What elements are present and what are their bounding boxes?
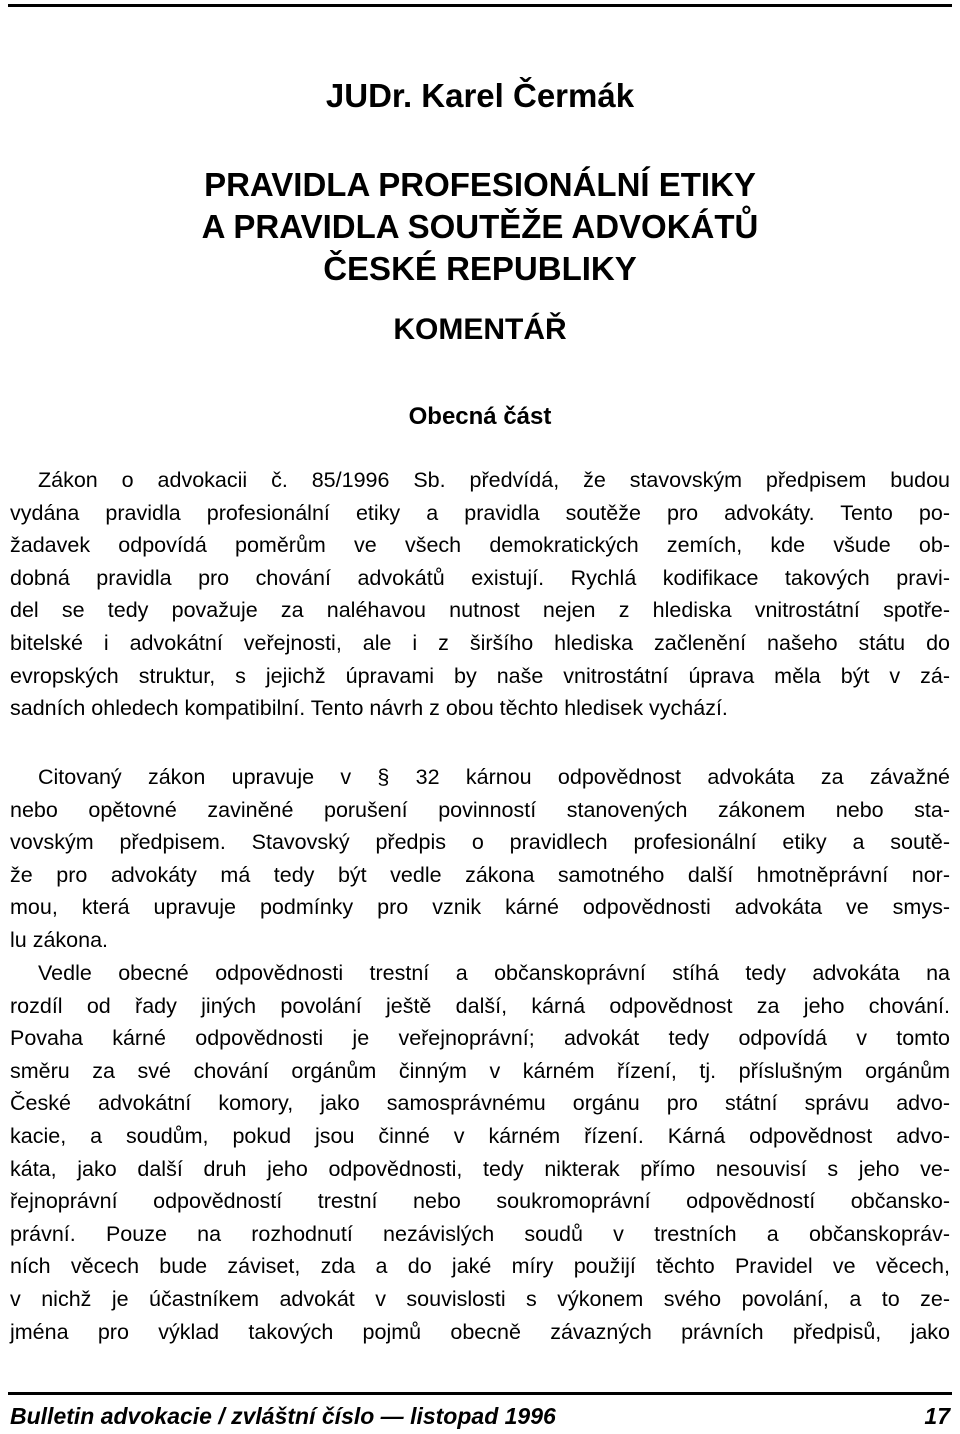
top-rule (8, 4, 952, 7)
text-line: řejnoprávní odpovědností trestní nebo soukromoprávní odpovědností občansko- (10, 1189, 950, 1214)
text-line: jména pro výklad takových pojmů obecně závazných právních předpisů, jako (10, 1319, 950, 1344)
document-title (0, 164, 960, 290)
text-line: Citovaný zákon upravuje v § 32 kárnou odpovědnost advokáta za závažné (38, 765, 950, 789)
text-line: právní. Pouze na rozhodnutí nezávislých soudů v trestních a občanskopráv- (10, 1221, 950, 1246)
text-line: ních věcech bude záviset, zda a do jaké míry použijí těchto Pravidel ve věcech, (10, 1254, 950, 1279)
text-line: Vedle obecné odpovědnosti trestní a občanskoprávní stíhá tedy advokáta na (38, 961, 950, 985)
section-heading: Obecná část (408, 403, 552, 430)
page-number: 17 (924, 1403, 950, 1429)
text-line: České advokátní komory, jako samosprávnému orgánu pro státní správu advo- (10, 1091, 950, 1116)
text-line: lu zákona. (10, 927, 109, 952)
text-line: vydána pravidla profesionální etiky a pravidla soutěže pro advokáty. Tento po- (10, 500, 950, 525)
paragraph (10, 957, 950, 1348)
bottom-rule (8, 1392, 952, 1395)
text-line: rozdíl od řady jiných povolání ještě další, kárná odpovědnost za jeho chování. (10, 993, 950, 1018)
text-line: směru za své chování orgánům činným v kárném řízení, tj. příslušným orgánům (10, 1058, 950, 1083)
text-line: del se tedy považuje za naléhavou nutnost nejen z hlediska vnitrostátní spotře- (10, 598, 950, 623)
title-line: PRAVIDLA PROFESIONÁLNÍ ETIKY (204, 166, 756, 203)
text-line: sadních ohledech kompatibilní. Tento návrh z obou těchto hledisek vychází. (10, 696, 728, 721)
text-line: nebo opětovné zaviněné porušení povinností stanovených zákonem nebo sta- (10, 797, 950, 822)
text-line: v nichž je účastníkem advokát v souvislosti s výkonem svého povolání, a to ze- (10, 1286, 950, 1311)
text-line: bitelské i advokátní veřejnosti, ale i z širšího hlediska začlenění našeho státu do (10, 630, 950, 655)
title-line: A PRAVIDLA SOUTĚŽE ADVOKÁTŮ (201, 208, 759, 245)
text-line: vovským předpisem. Stavovský předpis o pravidlech profesionální etiky a soutě- (10, 830, 950, 855)
text-line: kacie, a soudům, pokud jsou činné v kárném řízení. Kárná odpovědnost advo- (10, 1123, 950, 1148)
text-line: evropských struktur, s jejichž úpravami by naše vnitrostátní úprava měla být v zá- (10, 663, 950, 688)
document-subtitle: KOMENTÁŘ (393, 313, 567, 346)
text-line: mou, která upravuje podmínky pro vznik kárné odpovědnosti advokáta ve smys- (10, 895, 950, 920)
text-line: Zákon o advokacii č. 85/1996 Sb. předvídá, že stavovským předpisem budou (38, 468, 950, 492)
author-name: JUDr. Karel Čermák (325, 77, 635, 114)
text-line: Povaha kárné odpovědnosti je veřejnoprávní; advokát tedy odpovídá v tomto (10, 1026, 950, 1051)
text-line: dobná pravidla pro chování advokátů existují. Rychlá kodifikace takových pravi- (10, 565, 950, 590)
text-line: žadavek odpovídá poměrům ve všech demokratických zemích, kde všude ob- (10, 533, 950, 558)
paragraph (10, 761, 950, 957)
footer-publication: Bulletin advokacie / zvláštní číslo — listopad 1996 (10, 1403, 556, 1429)
paragraph (10, 464, 950, 725)
text-line: káta, jako další druh jeho odpovědnosti, tedy nikterak přímo nesouvisí s jeho ve- (10, 1156, 950, 1181)
title-line: ČESKÉ REPUBLIKY (323, 250, 637, 287)
text-line: že pro advokáty má tedy být vedle zákona samotného další hmotněprávní nor- (10, 862, 950, 887)
